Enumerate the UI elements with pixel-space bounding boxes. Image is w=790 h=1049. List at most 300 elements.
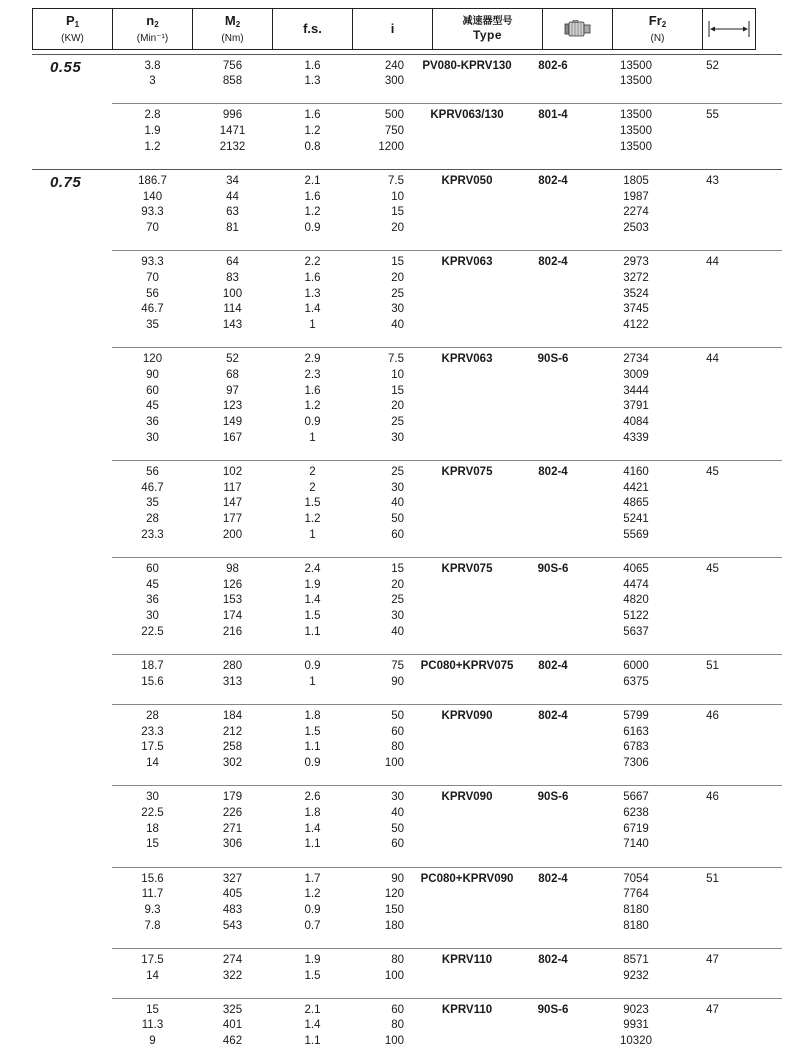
- header-m2-unit: (Nm): [221, 32, 244, 44]
- m2-value: 174: [222, 610, 243, 623]
- dimension-value: 44: [706, 353, 719, 366]
- n2-value: 56: [146, 466, 159, 478]
- group-divider: [112, 250, 782, 251]
- n2-value: 2.8: [144, 109, 161, 122]
- n2-value: 28: [146, 709, 159, 722]
- fs-value: 1.1: [304, 741, 321, 754]
- motor-code: 802-4: [538, 872, 568, 885]
- header-dim: [703, 9, 755, 49]
- n2-value: 22.5: [141, 625, 164, 638]
- fs-value: 2.2: [304, 256, 321, 269]
- group-divider: [112, 785, 782, 786]
- m2-value: 483: [222, 903, 243, 916]
- m2-value: 149: [222, 416, 243, 429]
- n2-value: 1.2: [144, 140, 161, 153]
- header-fr2: [613, 9, 703, 49]
- fs-value: 1.3: [304, 287, 321, 300]
- fs-value: 1.6: [304, 190, 321, 203]
- header-n2-subscript: 2: [154, 19, 159, 29]
- ratio-value: 15: [391, 256, 404, 269]
- ratio-value: 40: [391, 806, 404, 819]
- motor-code: 90S-6: [537, 791, 569, 804]
- fr2-value: 9931: [623, 1019, 649, 1032]
- motor-icon: [564, 20, 592, 38]
- dimension-value: 44: [706, 256, 719, 269]
- fs-value: 1.8: [304, 709, 321, 722]
- ratio-value: 80: [391, 741, 404, 754]
- n2-value: 15.6: [141, 675, 164, 688]
- dimension-value: 45: [706, 563, 719, 575]
- header-fs: [273, 9, 353, 49]
- fr2-value: 5637: [623, 625, 649, 638]
- ratio-value: 300: [384, 75, 404, 88]
- n2-value: 3: [149, 75, 156, 88]
- dimension-value: 43: [706, 175, 719, 187]
- motor-code: 802-4: [538, 175, 568, 187]
- fs-value: 2: [309, 481, 316, 494]
- n2-value: 35: [146, 319, 159, 332]
- header-fr2-subscript: 2: [661, 19, 667, 29]
- m2-value: 117: [223, 481, 242, 494]
- ratio-value: 100: [384, 1035, 404, 1048]
- dimension-value: 46: [706, 791, 719, 804]
- fs-value: 1.4: [304, 1019, 321, 1032]
- n2-value: 28: [146, 513, 159, 526]
- header-m2-symbol: M: [224, 12, 236, 28]
- motor-code: 802-6: [538, 59, 568, 72]
- ratio-value: 7.5: [388, 175, 404, 187]
- n2-value: 90: [146, 369, 159, 381]
- fs-value: 2: [309, 466, 316, 478]
- header-type-en: Type: [472, 28, 503, 42]
- fs-value: 1: [309, 431, 316, 444]
- ratio-value: 90: [391, 872, 404, 885]
- motor-code: 801-4: [538, 109, 568, 122]
- n2-value: 17.5: [141, 741, 164, 754]
- m2-value: 52: [226, 353, 239, 366]
- n2-value: 45: [146, 400, 159, 413]
- fs-value: 1.1: [304, 1035, 321, 1048]
- fr2-value: 8180: [623, 919, 649, 932]
- fs-value: 1.6: [304, 272, 321, 284]
- n2-value: 15: [146, 1003, 159, 1016]
- m2-value: 306: [222, 838, 243, 851]
- fr2-value: 3745: [623, 303, 649, 316]
- ratio-value: 25: [391, 416, 404, 429]
- n2-value: 1.9: [144, 125, 161, 138]
- m2-value: 212: [222, 725, 243, 738]
- fr2-value: 4084: [623, 416, 649, 429]
- n2-value: 60: [146, 563, 159, 575]
- fs-value: 2.1: [304, 1003, 321, 1016]
- ratio-value: 10: [391, 190, 404, 203]
- m2-value: 123: [222, 400, 243, 413]
- reducer-type: PC080+KPRV090: [420, 872, 514, 885]
- ratio-value: 500: [384, 109, 404, 122]
- m2-value: 179: [222, 791, 243, 804]
- fs-value: 1.5: [304, 610, 321, 623]
- fr2-value: 5122: [623, 610, 649, 623]
- motor-code: 802-4: [538, 660, 568, 672]
- n2-value: 140: [142, 190, 163, 203]
- fs-value: 1.9: [304, 953, 321, 966]
- m2-value: 200: [222, 528, 243, 541]
- n2-value: 22.5: [141, 806, 164, 819]
- fr2-value: 4865: [623, 497, 649, 510]
- fs-value: 1: [309, 528, 316, 541]
- fr2-value: 3524: [623, 287, 649, 300]
- header-n2-unit: (Min⁻¹): [136, 32, 169, 44]
- fr2-value: 2503: [623, 222, 649, 235]
- fs-value: 1.9: [304, 578, 321, 591]
- ratio-value: 20: [391, 400, 404, 413]
- fr2-value: 13500: [620, 125, 652, 138]
- group-divider: [112, 948, 782, 949]
- power-value: 0.75: [50, 174, 82, 191]
- dimension-value: 51: [706, 660, 719, 672]
- fr2-value: 6000: [623, 660, 649, 672]
- fr2-value: 1805: [623, 175, 649, 187]
- reducer-type: KPRV090: [441, 791, 493, 804]
- fs-value: 1.8: [304, 806, 321, 819]
- ratio-value: 90: [391, 675, 404, 688]
- m2-value: 756: [222, 59, 243, 72]
- n2-value: 23.3: [141, 725, 164, 738]
- fr2-value: 3791: [623, 400, 649, 413]
- group-divider: [112, 704, 782, 705]
- reducer-type: KPRV063/130: [430, 109, 504, 122]
- ratio-value: 15: [391, 384, 404, 397]
- group-divider: [112, 557, 782, 558]
- dimension-value: 51: [706, 872, 719, 885]
- dimension-value: 52: [706, 59, 719, 72]
- ratio-value: 30: [391, 303, 404, 316]
- motor-code: 802-4: [538, 256, 568, 269]
- m2-value: 184: [222, 709, 243, 722]
- dimension-value: 46: [706, 709, 719, 722]
- n2-value: 60: [146, 384, 159, 397]
- m2-value: 177: [222, 513, 243, 526]
- ratio-value: 80: [391, 953, 404, 966]
- reducer-type: KPRV075: [441, 466, 493, 478]
- n2-value: 14: [146, 757, 159, 769]
- n2-value: 45: [146, 578, 159, 591]
- reducer-type: PC080+KPRV075: [420, 660, 514, 672]
- power-divider: [32, 54, 782, 55]
- ratio-value: 240: [384, 59, 404, 72]
- power-divider: [32, 169, 782, 170]
- fs-value: 1.2: [304, 400, 321, 413]
- fs-value: 1.2: [304, 888, 321, 901]
- fr2-value: 2973: [623, 256, 649, 269]
- m2-value: 401: [222, 1019, 243, 1032]
- ratio-value: 60: [391, 838, 404, 851]
- n2-value: 46.7: [141, 303, 164, 316]
- m2-value: 153: [222, 594, 243, 607]
- header-motor: [543, 9, 613, 49]
- header-i: [353, 9, 433, 49]
- fr2-value: 13500: [620, 75, 652, 88]
- motor-code: 802-4: [538, 709, 568, 722]
- ratio-value: 10: [391, 369, 404, 381]
- fs-value: 0.9: [304, 757, 321, 769]
- n2-value: 9: [149, 1035, 156, 1048]
- ratio-value: 30: [391, 791, 404, 804]
- fr2-value: 13500: [620, 140, 652, 153]
- n2-value: 46.7: [141, 481, 164, 494]
- reducer-type: KPRV063: [441, 256, 493, 269]
- ratio-value: 40: [391, 497, 404, 510]
- ratio-value: 150: [384, 903, 404, 916]
- n2-value: 30: [146, 431, 159, 444]
- m2-value: 543: [222, 919, 243, 932]
- m2-value: 258: [222, 741, 243, 754]
- fs-value: 0.9: [304, 903, 321, 916]
- fs-value: 0.8: [304, 140, 321, 153]
- fr2-value: 6783: [623, 741, 649, 754]
- dimension-value: 55: [706, 109, 719, 122]
- ratio-value: 60: [391, 528, 404, 541]
- m2-value: 167: [222, 431, 243, 444]
- m2-value: 302: [222, 757, 243, 769]
- fr2-value: 5667: [623, 791, 649, 804]
- group-divider: [112, 103, 782, 104]
- fr2-value: 8571: [623, 953, 649, 966]
- n2-value: 56: [146, 287, 159, 300]
- group-divider: [112, 347, 782, 348]
- m2-value: 34: [226, 175, 239, 187]
- ratio-value: 50: [391, 513, 404, 526]
- fs-value: 1.1: [304, 838, 321, 851]
- n2-value: 35: [146, 497, 159, 510]
- n2-value: 18.7: [141, 660, 164, 672]
- fr2-value: 6163: [623, 725, 649, 738]
- fs-value: 1: [309, 675, 316, 688]
- ratio-value: 40: [391, 625, 404, 638]
- n2-value: 18: [146, 822, 159, 835]
- fs-value: 1.6: [304, 59, 321, 72]
- header-m2: [193, 9, 273, 49]
- fr2-value: 6375: [623, 675, 649, 688]
- header-p1-subscript: 1: [74, 19, 80, 29]
- m2-value: 274: [222, 953, 243, 966]
- fr2-value: 13500: [620, 59, 652, 72]
- fs-value: 2.4: [304, 563, 321, 575]
- n2-value: 7.8: [144, 919, 161, 932]
- motor-code: 90S-6: [537, 563, 569, 575]
- n2-value: 70: [146, 222, 159, 235]
- fr2-value: 4474: [623, 578, 649, 591]
- motor-code: 802-4: [538, 953, 568, 966]
- reducer-type: KPRV090: [441, 709, 493, 722]
- reducer-type: KPRV075: [441, 563, 493, 575]
- motor-code: 90S-6: [537, 353, 569, 366]
- m2-value: 102: [222, 466, 243, 478]
- fs-value: 1.5: [304, 497, 321, 510]
- fs-value: 2.1: [304, 175, 321, 187]
- n2-value: 14: [146, 969, 159, 982]
- group-divider: [112, 867, 782, 868]
- fr2-value: 7054: [623, 872, 649, 885]
- fr2-value: 2734: [623, 353, 649, 366]
- m2-value: 216: [222, 625, 243, 638]
- fr2-value: 6238: [623, 806, 649, 819]
- fs-value: 1.1: [304, 625, 321, 638]
- fs-value: 0.9: [304, 222, 321, 235]
- ratio-value: 75: [391, 660, 404, 672]
- fr2-value: 7306: [623, 757, 649, 769]
- header-i-label: i: [390, 21, 395, 36]
- header-n2: [113, 9, 193, 49]
- m2-value: 327: [222, 872, 243, 885]
- ratio-value: 25: [391, 466, 404, 478]
- ratio-value: 25: [391, 287, 404, 300]
- dimension-arrow-icon: [704, 17, 754, 41]
- n2-value: 17.5: [141, 953, 164, 966]
- m2-value: 147: [222, 497, 243, 510]
- m2-value: 325: [222, 1003, 243, 1016]
- header-p1-symbol: P: [65, 12, 75, 28]
- fr2-value: 7764: [623, 888, 649, 901]
- dimension-value: 47: [706, 1003, 719, 1016]
- m2-value: 114: [223, 303, 242, 316]
- ratio-value: 180: [384, 919, 404, 932]
- fs-value: 1.5: [304, 725, 321, 738]
- m2-value: 64: [226, 256, 239, 269]
- m2-value: 83: [226, 272, 239, 284]
- ratio-value: 60: [391, 725, 404, 738]
- dimension-value: 47: [706, 953, 719, 966]
- n2-value: 11.3: [141, 1019, 164, 1032]
- n2-value: 9.3: [144, 903, 161, 916]
- n2-value: 30: [146, 610, 159, 623]
- ratio-value: 40: [391, 319, 404, 332]
- m2-value: 280: [222, 660, 243, 672]
- group-divider: [112, 460, 782, 461]
- ratio-value: 15: [391, 563, 404, 575]
- m2-value: 126: [222, 578, 243, 591]
- ratio-value: 15: [391, 206, 404, 219]
- ratio-value: 750: [384, 125, 404, 138]
- n2-value: 186.7: [138, 175, 167, 187]
- fr2-value: 4820: [623, 594, 649, 607]
- ratio-value: 100: [384, 969, 404, 982]
- header-type: [433, 9, 543, 49]
- reducer-type: KPRV063: [441, 353, 493, 366]
- fs-value: 1: [309, 319, 316, 332]
- fr2-value: 5569: [623, 528, 649, 541]
- ratio-value: 30: [391, 431, 404, 444]
- m2-value: 313: [222, 675, 243, 688]
- fs-value: 1.7: [304, 872, 321, 885]
- header-type-cn: 减速器型号: [462, 16, 513, 27]
- m2-value: 98: [226, 563, 239, 575]
- reducer-type: KPRV110: [441, 1003, 493, 1016]
- fs-value: 0.9: [304, 416, 321, 429]
- fs-value: 0.9: [304, 660, 321, 672]
- fs-value: 2.3: [304, 369, 321, 381]
- fs-value: 1.2: [304, 513, 321, 526]
- ratio-value: 100: [384, 757, 404, 769]
- n2-value: 93.3: [141, 206, 164, 219]
- header-p1: [33, 9, 113, 49]
- ratio-value: 120: [384, 888, 404, 901]
- fr2-value: 10320: [620, 1035, 652, 1048]
- fs-value: 1.4: [304, 822, 321, 835]
- fs-value: 1.6: [304, 109, 321, 122]
- ratio-value: 1200: [378, 140, 404, 153]
- n2-value: 11.7: [141, 888, 164, 901]
- n2-value: 36: [146, 594, 159, 607]
- header-fs-label: f.s.: [303, 21, 322, 36]
- m2-value: 97: [226, 384, 239, 397]
- fs-value: 1.2: [304, 206, 321, 219]
- m2-value: 996: [222, 109, 243, 122]
- header-n2-symbol: n: [146, 12, 155, 28]
- n2-value: 70: [146, 272, 159, 284]
- motor-code: 802-4: [538, 466, 568, 478]
- motor-code: 90S-6: [537, 1003, 569, 1016]
- m2-value: 271: [222, 822, 243, 835]
- fr2-value: 13500: [620, 109, 652, 122]
- n2-value: 15: [146, 838, 159, 851]
- ratio-value: 50: [391, 822, 404, 835]
- m2-value: 143: [222, 319, 243, 332]
- ratio-value: 25: [391, 594, 404, 607]
- fr2-value: 3272: [623, 272, 649, 284]
- ratio-value: 20: [391, 222, 404, 235]
- fr2-value: 1987: [623, 190, 649, 203]
- m2-value: 44: [226, 190, 239, 203]
- table-header: [32, 8, 756, 50]
- m2-value: 226: [222, 806, 243, 819]
- group-divider: [112, 998, 782, 999]
- fs-value: 1.4: [304, 303, 321, 316]
- fr2-value: 2274: [623, 206, 649, 219]
- fs-value: 1.5: [304, 969, 321, 982]
- m2-value: 63: [226, 206, 239, 219]
- n2-value: 93.3: [141, 256, 164, 269]
- fr2-value: 5799: [623, 709, 649, 722]
- ratio-value: 30: [391, 610, 404, 623]
- ratio-value: 60: [391, 1003, 404, 1016]
- header-fr2-symbol: Fr: [648, 12, 662, 28]
- fs-value: 1.6: [304, 384, 321, 397]
- fr2-value: 4339: [623, 431, 649, 444]
- fr2-value: 3444: [623, 384, 649, 397]
- fr2-value: 4122: [623, 319, 649, 332]
- fs-value: 2.6: [304, 791, 321, 804]
- reducer-type: KPRV050: [441, 175, 493, 187]
- fs-value: 1.2: [304, 125, 321, 138]
- reducer-type: PV080-KPRV130: [422, 59, 512, 72]
- n2-value: 36: [146, 416, 159, 429]
- m2-value: 2132: [219, 140, 246, 153]
- fr2-value: 9232: [623, 969, 649, 982]
- fs-value: 1.3: [304, 75, 321, 88]
- header-p1-unit: (KW): [61, 32, 84, 44]
- ratio-value: 80: [391, 1019, 404, 1032]
- dimension-value: 45: [706, 466, 719, 478]
- header-m2-subscript: 2: [235, 19, 241, 29]
- group-divider: [112, 654, 782, 655]
- m2-value: 405: [222, 888, 243, 901]
- m2-value: 100: [222, 287, 243, 300]
- fr2-value: 7140: [623, 838, 649, 851]
- ratio-value: 7.5: [388, 353, 404, 366]
- fs-value: 1.4: [304, 594, 321, 607]
- fr2-value: 4065: [623, 563, 649, 575]
